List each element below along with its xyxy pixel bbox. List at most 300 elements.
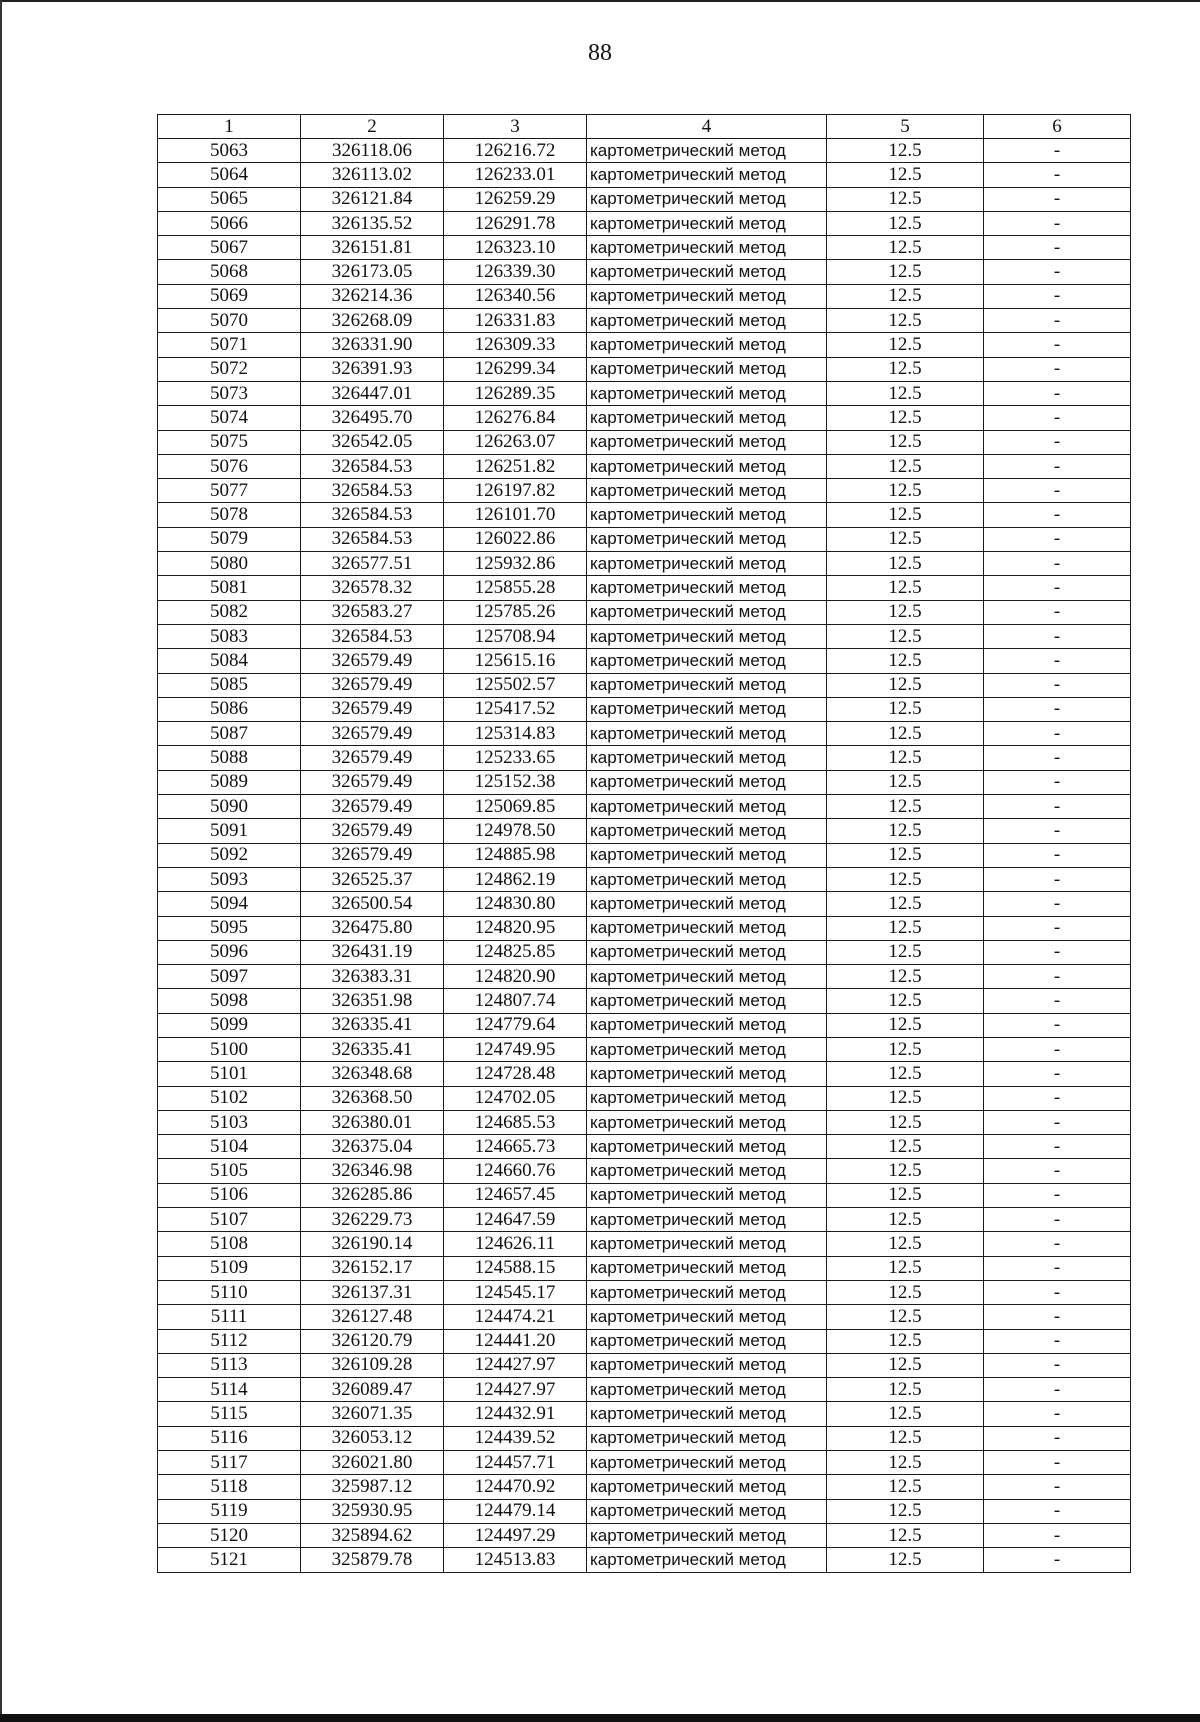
x-coordinate-cell: 326579.49 [301, 843, 444, 867]
note-cell: - [984, 1329, 1131, 1353]
y-coordinate-cell: 124885.98 [444, 843, 587, 867]
point-number-cell: 5069 [158, 284, 301, 308]
accuracy-cell: 12.5 [827, 1183, 984, 1207]
note-cell: - [984, 673, 1131, 697]
column-header: 1 [158, 115, 301, 139]
y-coordinate-cell: 124978.50 [444, 819, 587, 843]
table-row [158, 989, 1131, 1013]
y-coordinate-cell: 124479.14 [444, 1499, 587, 1523]
x-coordinate-cell: 326285.86 [301, 1183, 444, 1207]
x-coordinate-cell: 326120.79 [301, 1329, 444, 1353]
table-row [158, 1451, 1131, 1475]
table-row [158, 1037, 1131, 1061]
accuracy-cell: 12.5 [827, 187, 984, 211]
y-coordinate-cell: 124588.15 [444, 1256, 587, 1280]
method-cell: картометрический метод [587, 1402, 827, 1426]
note-cell: - [984, 1013, 1131, 1037]
accuracy-cell: 12.5 [827, 746, 984, 770]
note-cell: - [984, 1208, 1131, 1232]
note-cell: - [984, 1037, 1131, 1061]
point-number-cell: 5108 [158, 1232, 301, 1256]
note-cell: - [984, 940, 1131, 964]
y-coordinate-cell: 126339.30 [444, 260, 587, 284]
accuracy-cell: 12.5 [827, 940, 984, 964]
note-cell: - [984, 527, 1131, 551]
accuracy-cell: 12.5 [827, 163, 984, 187]
note-cell: - [984, 406, 1131, 430]
point-number-cell: 5109 [158, 1256, 301, 1280]
y-coordinate-cell: 124660.76 [444, 1159, 587, 1183]
point-number-cell: 5075 [158, 430, 301, 454]
accuracy-cell: 12.5 [827, 867, 984, 891]
point-number-cell: 5077 [158, 479, 301, 503]
table-row [158, 187, 1131, 211]
page-number: 88 [588, 40, 612, 66]
accuracy-cell: 12.5 [827, 1037, 984, 1061]
scan-edge-top [0, 0, 1200, 2]
method-cell: картометрический метод [587, 430, 827, 454]
method-cell: картометрический метод [587, 1013, 827, 1037]
point-number-cell: 5103 [158, 1110, 301, 1134]
x-coordinate-cell: 326173.05 [301, 260, 444, 284]
x-coordinate-cell: 326190.14 [301, 1232, 444, 1256]
table-row [158, 357, 1131, 381]
table-body [158, 115, 1131, 1573]
point-number-cell: 5100 [158, 1037, 301, 1061]
point-number-cell: 5066 [158, 211, 301, 235]
accuracy-cell: 12.5 [827, 406, 984, 430]
accuracy-cell: 12.5 [827, 1353, 984, 1377]
y-coordinate-cell: 124657.45 [444, 1183, 587, 1207]
table-row [158, 1499, 1131, 1523]
method-cell: картометрический метод [587, 1037, 827, 1061]
accuracy-cell: 12.5 [827, 1451, 984, 1475]
method-cell: картометрический метод [587, 1232, 827, 1256]
y-coordinate-cell: 124647.59 [444, 1208, 587, 1232]
method-cell: картометрический метод [587, 1548, 827, 1572]
x-coordinate-cell: 326584.53 [301, 479, 444, 503]
note-cell: - [984, 357, 1131, 381]
note-cell: - [984, 309, 1131, 333]
note-cell: - [984, 211, 1131, 235]
table-row [158, 236, 1131, 260]
point-number-cell: 5110 [158, 1280, 301, 1304]
y-coordinate-cell: 126259.29 [444, 187, 587, 211]
note-cell: - [984, 139, 1131, 163]
point-number-cell: 5090 [158, 795, 301, 819]
method-cell: картометрический метод [587, 770, 827, 794]
note-cell: - [984, 1548, 1131, 1572]
accuracy-cell: 12.5 [827, 333, 984, 357]
note-cell: - [984, 843, 1131, 867]
y-coordinate-cell: 124685.53 [444, 1110, 587, 1134]
table-row [158, 454, 1131, 478]
y-coordinate-cell: 124807.74 [444, 989, 587, 1013]
table-row [158, 1329, 1131, 1353]
scan-edge-left [0, 0, 2, 1722]
note-cell: - [984, 1475, 1131, 1499]
table-row [158, 770, 1131, 794]
point-number-cell: 5121 [158, 1548, 301, 1572]
method-cell: картометрический метод [587, 406, 827, 430]
table-row [158, 1013, 1131, 1037]
method-cell: картометрический метод [587, 211, 827, 235]
x-coordinate-cell: 326383.31 [301, 965, 444, 989]
y-coordinate-cell: 125069.85 [444, 795, 587, 819]
x-coordinate-cell: 326351.98 [301, 989, 444, 1013]
x-coordinate-cell: 326118.06 [301, 139, 444, 163]
y-coordinate-cell: 124779.64 [444, 1013, 587, 1037]
point-number-cell: 5091 [158, 819, 301, 843]
column-header: 2 [301, 115, 444, 139]
accuracy-cell: 12.5 [827, 1378, 984, 1402]
x-coordinate-cell: 326577.51 [301, 552, 444, 576]
point-number-cell: 5067 [158, 236, 301, 260]
column-header: 6 [984, 115, 1131, 139]
table-row [158, 406, 1131, 430]
point-number-cell: 5087 [158, 722, 301, 746]
table-row [158, 284, 1131, 308]
x-coordinate-cell: 326113.02 [301, 163, 444, 187]
y-coordinate-cell: 125932.86 [444, 552, 587, 576]
method-cell: картометрический метод [587, 819, 827, 843]
x-coordinate-cell: 326584.53 [301, 527, 444, 551]
coordinates-table [157, 114, 1131, 1573]
accuracy-cell: 12.5 [827, 576, 984, 600]
table-header-row [158, 115, 1131, 139]
note-cell: - [984, 333, 1131, 357]
point-number-cell: 5079 [158, 527, 301, 551]
x-coordinate-cell: 326495.70 [301, 406, 444, 430]
point-number-cell: 5095 [158, 916, 301, 940]
y-coordinate-cell: 124626.11 [444, 1232, 587, 1256]
method-cell: картометрический метод [587, 454, 827, 478]
note-cell: - [984, 697, 1131, 721]
accuracy-cell: 12.5 [827, 1086, 984, 1110]
table-row [158, 1548, 1131, 1572]
accuracy-cell: 12.5 [827, 1548, 984, 1572]
table-row [158, 552, 1131, 576]
method-cell: картометрический метод [587, 576, 827, 600]
method-cell: картометрический метод [587, 1475, 827, 1499]
table-row [158, 795, 1131, 819]
note-cell: - [984, 1499, 1131, 1523]
note-cell: - [984, 916, 1131, 940]
y-coordinate-cell: 124702.05 [444, 1086, 587, 1110]
y-coordinate-cell: 124825.85 [444, 940, 587, 964]
accuracy-cell: 12.5 [827, 1523, 984, 1547]
x-coordinate-cell: 326109.28 [301, 1353, 444, 1377]
x-coordinate-cell: 326331.90 [301, 333, 444, 357]
x-coordinate-cell: 326578.32 [301, 576, 444, 600]
accuracy-cell: 12.5 [827, 260, 984, 284]
table-row [158, 1523, 1131, 1547]
table-row [158, 1305, 1131, 1329]
method-cell: картометрический метод [587, 1499, 827, 1523]
accuracy-cell: 12.5 [827, 1062, 984, 1086]
y-coordinate-cell: 125855.28 [444, 576, 587, 600]
method-cell: картометрический метод [587, 1451, 827, 1475]
y-coordinate-cell: 125708.94 [444, 624, 587, 648]
table-row [158, 624, 1131, 648]
point-number-cell: 5072 [158, 357, 301, 381]
method-cell: картометрический метод [587, 284, 827, 308]
note-cell: - [984, 163, 1131, 187]
table-row [158, 722, 1131, 746]
point-number-cell: 5070 [158, 309, 301, 333]
point-number-cell: 5096 [158, 940, 301, 964]
scan-edge-bottom [0, 1714, 1200, 1722]
accuracy-cell: 12.5 [827, 527, 984, 551]
y-coordinate-cell: 124545.17 [444, 1280, 587, 1304]
point-number-cell: 5094 [158, 892, 301, 916]
accuracy-cell: 12.5 [827, 503, 984, 527]
note-cell: - [984, 1280, 1131, 1304]
note-cell: - [984, 1451, 1131, 1475]
accuracy-cell: 12.5 [827, 1110, 984, 1134]
method-cell: картометрический метод [587, 649, 827, 673]
table-row [158, 479, 1131, 503]
note-cell: - [984, 552, 1131, 576]
method-cell: картометрический метод [587, 381, 827, 405]
method-cell: картометрический метод [587, 139, 827, 163]
accuracy-cell: 12.5 [827, 309, 984, 333]
x-coordinate-cell: 326375.04 [301, 1135, 444, 1159]
table-row [158, 1353, 1131, 1377]
point-number-cell: 5081 [158, 576, 301, 600]
note-cell: - [984, 381, 1131, 405]
accuracy-cell: 12.5 [827, 552, 984, 576]
table-row [158, 916, 1131, 940]
y-coordinate-cell: 124427.97 [444, 1353, 587, 1377]
accuracy-cell: 12.5 [827, 697, 984, 721]
x-coordinate-cell: 326380.01 [301, 1110, 444, 1134]
note-cell: - [984, 454, 1131, 478]
table-row [158, 1110, 1131, 1134]
x-coordinate-cell: 326021.80 [301, 1451, 444, 1475]
x-coordinate-cell: 326500.54 [301, 892, 444, 916]
x-coordinate-cell: 326583.27 [301, 600, 444, 624]
point-number-cell: 5102 [158, 1086, 301, 1110]
accuracy-cell: 12.5 [827, 843, 984, 867]
point-number-cell: 5073 [158, 381, 301, 405]
y-coordinate-cell: 124862.19 [444, 867, 587, 891]
note-cell: - [984, 624, 1131, 648]
x-coordinate-cell: 326447.01 [301, 381, 444, 405]
accuracy-cell: 12.5 [827, 1013, 984, 1037]
method-cell: картометрический метод [587, 1329, 827, 1353]
accuracy-cell: 12.5 [827, 600, 984, 624]
table-row [158, 965, 1131, 989]
accuracy-cell: 12.5 [827, 211, 984, 235]
table-row [158, 527, 1131, 551]
y-coordinate-cell: 126331.83 [444, 309, 587, 333]
y-coordinate-cell: 124427.97 [444, 1378, 587, 1402]
table-row [158, 1135, 1131, 1159]
method-cell: картометрический метод [587, 503, 827, 527]
y-coordinate-cell: 124665.73 [444, 1135, 587, 1159]
table-row [158, 940, 1131, 964]
accuracy-cell: 12.5 [827, 1305, 984, 1329]
accuracy-cell: 12.5 [827, 1208, 984, 1232]
point-number-cell: 5089 [158, 770, 301, 794]
note-cell: - [984, 1378, 1131, 1402]
x-coordinate-cell: 326121.84 [301, 187, 444, 211]
y-coordinate-cell: 124830.80 [444, 892, 587, 916]
method-cell: картометрический метод [587, 673, 827, 697]
method-cell: картометрический метод [587, 1378, 827, 1402]
note-cell: - [984, 795, 1131, 819]
point-number-cell: 5084 [158, 649, 301, 673]
method-cell: картометрический метод [587, 989, 827, 1013]
accuracy-cell: 12.5 [827, 1402, 984, 1426]
y-coordinate-cell: 124728.48 [444, 1062, 587, 1086]
point-number-cell: 5117 [158, 1451, 301, 1475]
y-coordinate-cell: 126309.33 [444, 333, 587, 357]
method-cell: картометрический метод [587, 940, 827, 964]
accuracy-cell: 12.5 [827, 430, 984, 454]
accuracy-cell: 12.5 [827, 1280, 984, 1304]
accuracy-cell: 12.5 [827, 1232, 984, 1256]
y-coordinate-cell: 124820.90 [444, 965, 587, 989]
y-coordinate-cell: 125314.83 [444, 722, 587, 746]
x-coordinate-cell: 326268.09 [301, 309, 444, 333]
point-number-cell: 5068 [158, 260, 301, 284]
method-cell: картометрический метод [587, 309, 827, 333]
y-coordinate-cell: 124439.52 [444, 1426, 587, 1450]
accuracy-cell: 12.5 [827, 381, 984, 405]
point-number-cell: 5065 [158, 187, 301, 211]
note-cell: - [984, 600, 1131, 624]
table-row [158, 1183, 1131, 1207]
point-number-cell: 5104 [158, 1135, 301, 1159]
accuracy-cell: 12.5 [827, 1329, 984, 1353]
note-cell: - [984, 770, 1131, 794]
y-coordinate-cell: 126291.78 [444, 211, 587, 235]
accuracy-cell: 12.5 [827, 1159, 984, 1183]
method-cell: картометрический метод [587, 1086, 827, 1110]
x-coordinate-cell: 326431.19 [301, 940, 444, 964]
table-row [158, 867, 1131, 891]
point-number-cell: 5106 [158, 1183, 301, 1207]
point-number-cell: 5115 [158, 1402, 301, 1426]
point-number-cell: 5088 [158, 746, 301, 770]
note-cell: - [984, 649, 1131, 673]
x-coordinate-cell: 326584.53 [301, 454, 444, 478]
y-coordinate-cell: 125233.65 [444, 746, 587, 770]
method-cell: картометрический метод [587, 1110, 827, 1134]
y-coordinate-cell: 126251.82 [444, 454, 587, 478]
x-coordinate-cell: 326584.53 [301, 503, 444, 527]
table-row [158, 697, 1131, 721]
table-row [158, 309, 1131, 333]
point-number-cell: 5119 [158, 1499, 301, 1523]
point-number-cell: 5097 [158, 965, 301, 989]
table-row [158, 843, 1131, 867]
x-coordinate-cell: 326053.12 [301, 1426, 444, 1450]
method-cell: картометрический метод [587, 1280, 827, 1304]
note-cell: - [984, 1426, 1131, 1450]
y-coordinate-cell: 124497.29 [444, 1523, 587, 1547]
accuracy-cell: 12.5 [827, 989, 984, 1013]
note-cell: - [984, 1135, 1131, 1159]
column-header: 4 [587, 115, 827, 139]
table-row [158, 1426, 1131, 1450]
x-coordinate-cell: 326127.48 [301, 1305, 444, 1329]
method-cell: картометрический метод [587, 916, 827, 940]
method-cell: картометрический метод [587, 479, 827, 503]
note-cell: - [984, 819, 1131, 843]
y-coordinate-cell: 125615.16 [444, 649, 587, 673]
y-coordinate-cell: 124470.92 [444, 1475, 587, 1499]
x-coordinate-cell: 326152.17 [301, 1256, 444, 1280]
accuracy-cell: 12.5 [827, 1499, 984, 1523]
method-cell: картометрический метод [587, 1523, 827, 1547]
note-cell: - [984, 503, 1131, 527]
y-coordinate-cell: 126340.56 [444, 284, 587, 308]
method-cell: картометрический метод [587, 527, 827, 551]
x-coordinate-cell: 326579.49 [301, 697, 444, 721]
method-cell: картометрический метод [587, 1208, 827, 1232]
x-coordinate-cell: 325930.95 [301, 1499, 444, 1523]
accuracy-cell: 12.5 [827, 624, 984, 648]
x-coordinate-cell: 326579.49 [301, 673, 444, 697]
note-cell: - [984, 284, 1131, 308]
point-number-cell: 5085 [158, 673, 301, 697]
x-coordinate-cell: 326391.93 [301, 357, 444, 381]
accuracy-cell: 12.5 [827, 284, 984, 308]
x-coordinate-cell: 326475.80 [301, 916, 444, 940]
accuracy-cell: 12.5 [827, 1135, 984, 1159]
table-row [158, 1280, 1131, 1304]
x-coordinate-cell: 326579.49 [301, 770, 444, 794]
point-number-cell: 5082 [158, 600, 301, 624]
y-coordinate-cell: 124457.71 [444, 1451, 587, 1475]
y-coordinate-cell: 126263.07 [444, 430, 587, 454]
point-number-cell: 5105 [158, 1159, 301, 1183]
point-number-cell: 5074 [158, 406, 301, 430]
x-coordinate-cell: 326089.47 [301, 1378, 444, 1402]
table-row [158, 430, 1131, 454]
note-cell: - [984, 867, 1131, 891]
note-cell: - [984, 965, 1131, 989]
method-cell: картометрический метод [587, 722, 827, 746]
point-number-cell: 5107 [158, 1208, 301, 1232]
note-cell: - [984, 892, 1131, 916]
point-number-cell: 5093 [158, 867, 301, 891]
method-cell: картометрический метод [587, 746, 827, 770]
x-coordinate-cell: 326135.52 [301, 211, 444, 235]
accuracy-cell: 12.5 [827, 673, 984, 697]
y-coordinate-cell: 125417.52 [444, 697, 587, 721]
table-row [158, 1402, 1131, 1426]
y-coordinate-cell: 126216.72 [444, 139, 587, 163]
accuracy-cell: 12.5 [827, 965, 984, 989]
y-coordinate-cell: 124432.91 [444, 1402, 587, 1426]
y-coordinate-cell: 125502.57 [444, 673, 587, 697]
x-coordinate-cell: 326579.49 [301, 746, 444, 770]
accuracy-cell: 12.5 [827, 454, 984, 478]
accuracy-cell: 12.5 [827, 1426, 984, 1450]
y-coordinate-cell: 126197.82 [444, 479, 587, 503]
note-cell: - [984, 1402, 1131, 1426]
point-number-cell: 5101 [158, 1062, 301, 1086]
y-coordinate-cell: 126299.34 [444, 357, 587, 381]
table-row [158, 1232, 1131, 1256]
x-coordinate-cell: 325879.78 [301, 1548, 444, 1572]
x-coordinate-cell: 325987.12 [301, 1475, 444, 1499]
method-cell: картометрический метод [587, 260, 827, 284]
